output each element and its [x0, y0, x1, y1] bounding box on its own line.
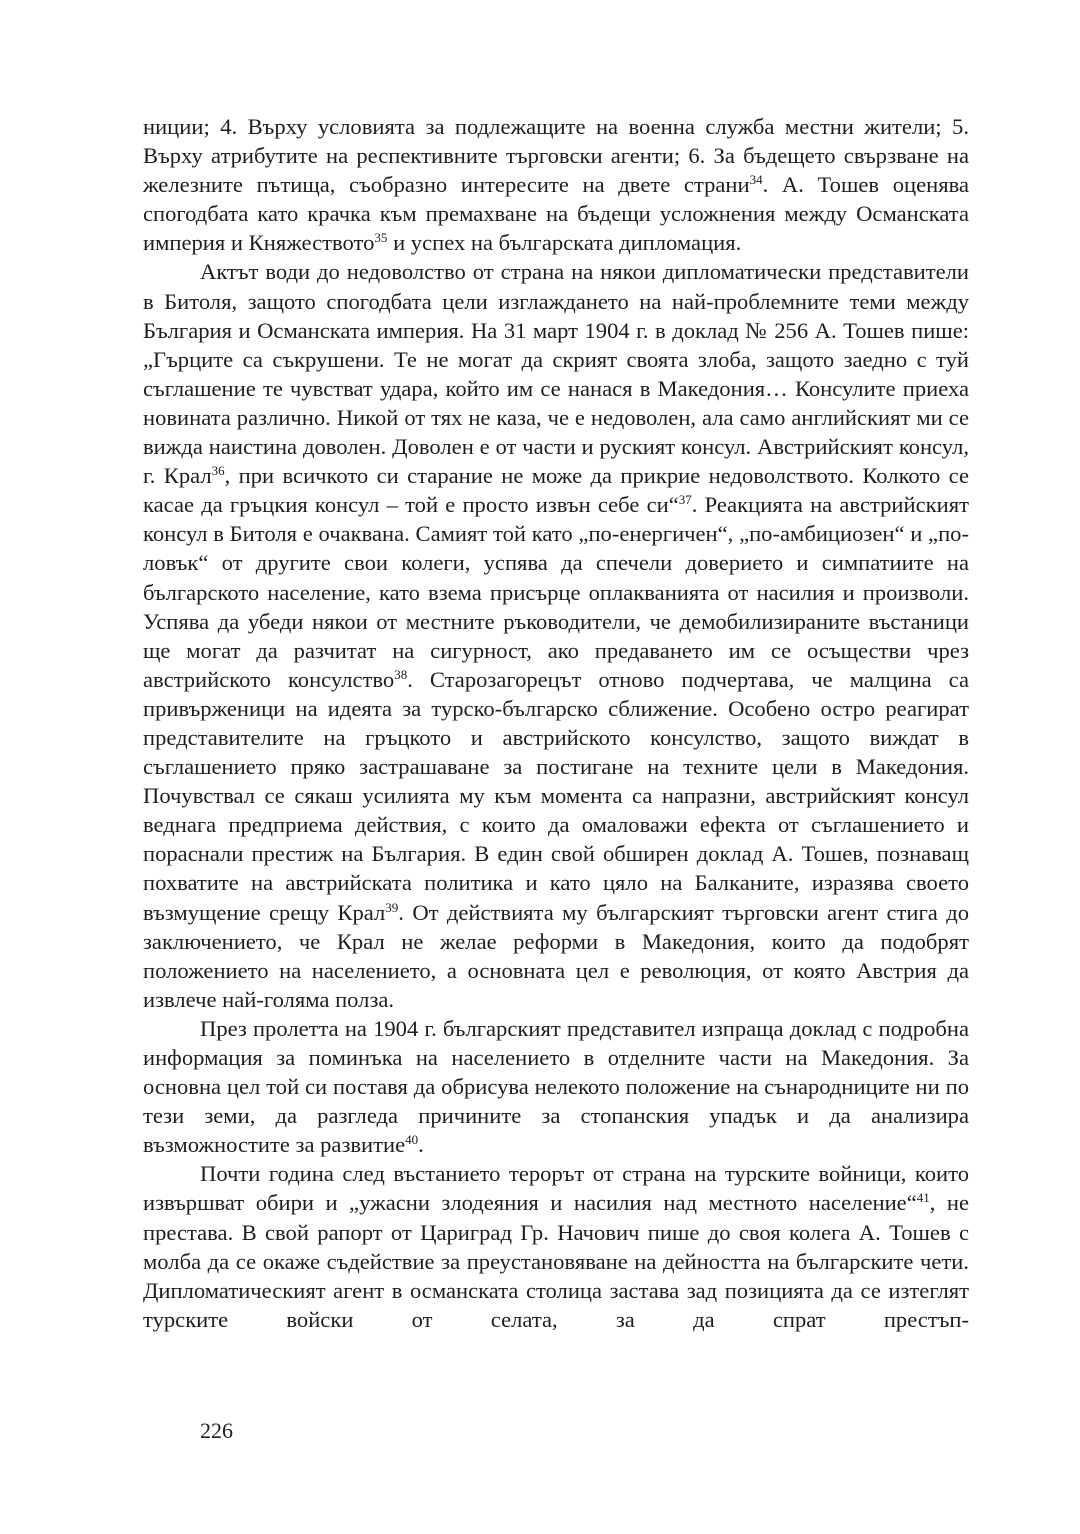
paragraph-2-text-5: . От действията му българският търговски агент стига до заключението, че Крал не желае реформи в Македония, които да подобрят положението на населението, а основната цел е революция, от която Австрия да извлече най-голяма полза.	[143, 899, 969, 1012]
footnote-ref-36: 36	[211, 463, 225, 479]
paragraph-2-text-3: . Реакцията на австрийският консул в Битоля е очаквана. Самият той като „по-енергичен“, „по-амбициозен“ и „по-ловък“ от другите свои колеги, успява да спечели доверието и симпатиите на българското население, като взема присърце оплакванията от насилия и произволи. Успява да убеди някои от местните ръководители, че демобилизираните въстаници ще могат да разчитат на сигурност, ако предаването им се осъществи чрез австрийското консулство	[143, 492, 969, 692]
paragraph-3	[143, 1014, 969, 1159]
paragraph-1	[143, 112, 969, 257]
paragraph-1-text-3: и успех на българската дипломация.	[387, 230, 742, 256]
paragraph-3-text-1: През пролетта на 1904 г. българският представител изпраща доклад с подробна информация за поминъка на населението в отделните части на Македония. За основна цел той си поставя да обрисува нелекото положение на сънародниците ни по тези земи, да разгледа причините за стопанския упадък и да анализира възможностите за развитие	[143, 1015, 969, 1158]
paragraph-4	[143, 1159, 969, 1334]
paragraph-2-text-4: . Старозагорецът отново подчертава, че малцина са привърженици на идеята за турско-българско сближение. Особено остро реагират представителите на гръцкото и австрийското консулство, защото виждат в съглашението пряко застрашаване за постигане на техните цели в Македония. Почувствал се сякаш усилията му към момента са напразни, австрийският консул веднага предприема действия, с които да омаловажи ефекта от съглашението и пораснали престиж на България. В един свой обширен доклад А. Тошев, познаващ похватите на австрийската политика и като цяло на Балканите, изразява своето възмущение срещу Крал	[143, 666, 969, 925]
footnote-ref-37: 37	[678, 492, 692, 508]
paragraph-2-text-1: Актът води до недоволство от страна на някои дипломатически представители в Битоля, защото спогодбата цели изглаждането на най-проблемните теми между България и Османската империя. На 31 март 1904 г. в доклад № 256 А. Тошев пише: „Гърците са съкрушени. Те не могат да скрият своята злоба, защото заедно с туй съглашение те чувстват удара, който им се нанася в Македония… Консулите приеха новината различно. Никой от тях не каза, че е недоволен, ала само английският ми се вижда наистина доволен. Доволен е от части и руският консул. Австрийският консул, г. Крал	[143, 259, 969, 489]
paragraph-4-text-1: Почти година след въстанието терорът от страна на турските войници, които извършват обири и „ужасни злодеяния и насилия над местното население“	[143, 1161, 969, 1216]
paragraph-2	[143, 257, 969, 1013]
footnote-ref-41: 41	[916, 1190, 930, 1206]
footnote-ref-39: 39	[385, 899, 399, 915]
footnote-ref-38: 38	[394, 666, 408, 682]
paragraph-2-text-2: , при всичкото си старание не може да прикрие недоволството. Колкото се касае да гръцкия консул – той е просто извън себе си“	[143, 463, 969, 518]
footnote-ref-34: 34	[749, 172, 763, 188]
paragraph-3-text-2: .	[418, 1132, 424, 1158]
paragraph-4-text-2: , не престава. В свой рапорт от Цариград Гр. Начович пише до своя колега А. Тошев с молба да се окаже съдействие за преустановяване на дейността на българските чети. Дипломатическият агент в османската столица застава зад позицията да се изтеглят турските войски от селата, за да спрат престъп-	[143, 1190, 970, 1332]
paragraph-1-text-2: . А. Тошев оценява спогодбата като крачка към премахване на бъдещи усложнения между Османската империя и Княжеството	[143, 172, 969, 256]
page-number: 226	[200, 1418, 233, 1443]
paragraph-1-text-1: ниции; 4. Върху условията за подлежащите на военна служба местни жители; 5. Върху атрибутите на респективните търговски агенти; 6. За бъдещето свързване на железните пътища, съобразно интересите на двете страни	[143, 114, 969, 198]
document-body	[143, 112, 969, 1334]
footnote-ref-40: 40	[405, 1132, 419, 1148]
footnote-ref-35: 35	[374, 230, 388, 246]
